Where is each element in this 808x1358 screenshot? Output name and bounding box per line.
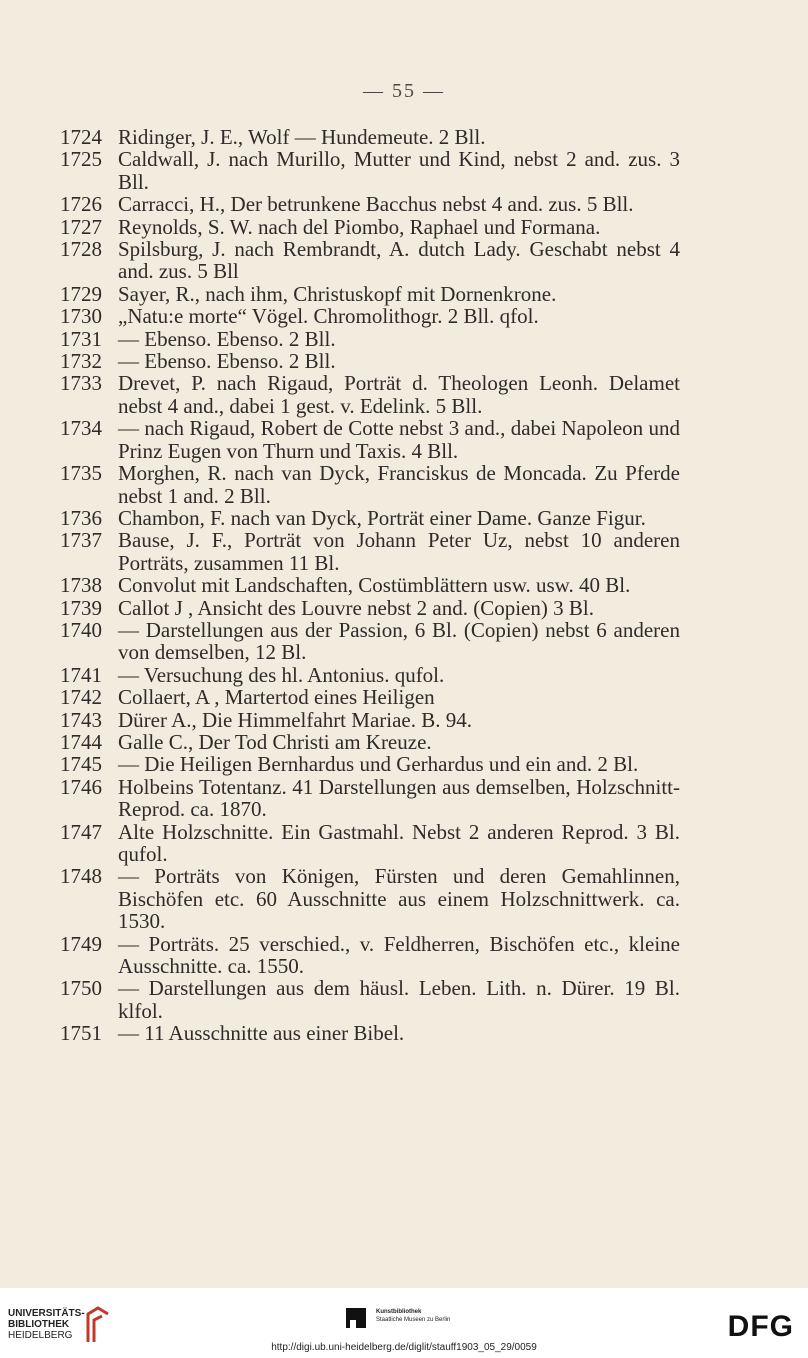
page-number: — 55 — [363,80,445,102]
entry-number: 1743 [60,707,102,732]
entry-text: — nach Rigaud, Robert de Cotte nebst 3 and., dabei Napoleon und Prinz Eugen von Thurn und Taxis. 4 Bll. [118,416,680,463]
entry-text: — Die Heiligen Bernhardus und Gerhardus und ein and. 2 Bl. [118,752,639,777]
entry-number: 1733 [60,371,102,396]
catalog-entry [60,977,680,1022]
catalog-entry [60,597,680,619]
entry-number: 1747 [60,819,102,844]
entry-text: Carracci, H., Der betrunkene Bacchus nebst 4 and. zus. 5 Bll. [118,192,634,217]
catalog-entries [60,126,680,1045]
entry-text: Reynolds, S. W. nach del Piombo, Raphael und Formana. [118,214,601,239]
catalog-entry [60,305,680,327]
catalog-entry [60,238,680,283]
entry-number: 1732 [60,349,102,374]
entry-text: Dürer A., Die Himmelfahrt Mariae. B. 94. [118,707,472,732]
catalog-entry [60,619,680,664]
entry-text: Spilsburg, J. nach Rembrandt, A. dutch Lady. Geschabt nebst 4 and. zus. 5 Bll [118,237,680,284]
catalog-entry [60,753,680,775]
entry-number: 1726 [60,192,102,217]
ub-heidelberg-logo-icon[interactable] [82,1304,112,1344]
entry-text: Sayer, R., nach ihm, Christuskopf mit Dornenkrone. [118,281,557,306]
dfg-logo[interactable]: DFG [727,1310,794,1343]
catalog-entry [60,350,680,372]
entry-number: 1736 [60,505,102,530]
catalog-entry [60,126,680,148]
catalog-entry [60,664,680,686]
catalog-entry [60,372,680,417]
entry-text: Drevet, P. nach Rigaud, Porträt d. Theologen Leonh. Delamet nebst 4 and., dabei 1 gest. v. Edelink. 5 Bll. [118,371,680,418]
catalog-entry [60,193,680,215]
entry-text: — Versuchung des hl. Antonius. qufol. [118,662,445,687]
entry-text: Ridinger, J. E., Wolf — Hundemeute. 2 Bll. [118,125,486,149]
catalog-entry [60,865,680,932]
catalog-entry [60,776,680,821]
entry-number: 1727 [60,214,102,239]
entry-number: 1745 [60,752,102,777]
catalog-entry [60,1022,680,1044]
entry-text: — 11 Ausschnitte aus einer Bibel. [118,1021,405,1046]
entry-text: Callot J , Ansicht des Louvre nebst 2 and. (Copien) 3 Bl. [118,595,594,620]
kb-line-1: Kunstbibliothek [376,1309,422,1315]
entry-number: 1746 [60,774,102,799]
entry-number: 1735 [60,461,102,486]
catalog-entry [60,417,680,462]
catalog-entry [60,529,680,574]
entry-text: — Porträts von Königen, Fürsten und deren Gemahlinnen, Bischöfen etc. 60 Ausschnitte aus einem Holzschnittwerk. ca. 1530. [118,864,680,934]
entry-text: „Natu:e morte“ Vögel. Chromolithogr. 2 Bll. qfol. [118,304,539,329]
ub-line-1: UNIVERSITÄTS- [8,1308,85,1319]
ub-line-2: BIBLIOTHEK [8,1319,70,1330]
entry-number: 1750 [60,976,102,1001]
catalog-entry [60,507,680,529]
catalog-entry [60,731,680,753]
catalog-entry [60,216,680,238]
entry-number: 1740 [60,617,102,642]
entry-text: Caldwall, J. nach Murillo, Mutter und Kind, nebst 2 and. zus. 3 Bll. [118,147,680,194]
catalog-entry [60,283,680,305]
catalog-entry [60,821,680,866]
entry-number: 1730 [60,304,102,329]
kunstbibliothek-logo-icon[interactable] [344,1306,368,1330]
entry-text: — Ebenso. Ebenso. 2 Bll. [118,326,336,351]
entry-text: Morghen, R. nach van Dyck, Franciskus de Moncada. Zu Pferde nebst 1 and. 2 Bll. [118,461,680,508]
entry-number: 1725 [60,147,102,172]
ub-heidelberg-label[interactable] [8,1308,85,1341]
entry-text: Chambon, F. nach van Dyck, Porträt einer Dame. Ganze Figur. [118,505,646,530]
entry-text: — Porträts. 25 verschied., v. Feldherren, Bischöfen etc., kleine Ausschnitte. ca. 1550. [118,931,680,979]
entry-text: — Ebenso. Ebenso. 2 Bll. [118,349,336,374]
entry-text: Bause, J. F., Porträt von Johann Peter Uz, nebst 10 anderen Porträts, zusammen 11 Bl. [118,528,680,575]
entry-number: 1742 [60,685,102,710]
entry-text: Holbeins Totentanz. 41 Darstellungen aus demselben, Holzschnitt-Reprod. ca. 1870. [118,774,680,822]
entry-number: 1751 [60,1021,102,1046]
footer [0,1288,808,1358]
kb-line-2: Staatliche Museen zu Berlin [376,1317,451,1323]
entry-number: 1741 [60,662,102,687]
entry-text: — Darstellungen aus dem häusl. Leben. Lith. n. Dürer. 19 Bl. klfol. [118,976,680,1023]
catalog-entry [60,328,680,350]
entry-number: 1734 [60,416,102,441]
entry-number: 1744 [60,729,102,754]
catalog-entry [60,148,680,193]
entry-text: Convolut mit Landschaften, Costümblättern usw. usw. 40 Bl. [118,573,631,598]
entry-number: 1739 [60,595,102,620]
entry-number: 1724 [60,125,102,149]
entry-text: Collaert, A , Martertod eines Heiligen [118,685,435,710]
catalog-entry [60,686,680,708]
entry-number: 1728 [60,237,102,262]
entry-number: 1749 [60,931,102,956]
entry-number: 1731 [60,326,102,351]
catalog-entry [60,933,680,978]
entry-number: 1737 [60,528,102,553]
entry-number: 1729 [60,281,102,306]
catalog-entry [60,709,680,731]
source-url-link[interactable]: http://digi.ub.uni-heidelberg.de/diglit/stauff1903_05_29/0059 [271,1342,537,1353]
catalog-entry [60,574,680,596]
ub-line-3: HEIDELBERG [8,1330,73,1341]
catalog-entry [60,462,680,507]
entry-text: Alte Holzschnitte. Ein Gastmahl. Nebst 2 anderen Reprod. 3 Bl. qufol. [118,819,680,866]
entry-number: 1738 [60,573,102,598]
kunstbibliothek-label[interactable] [376,1308,450,1324]
entry-text: Galle C., Der Tod Christi am Kreuze. [118,729,432,754]
entry-text: — Darstellungen aus der Passion, 6 Bl. (Copien) nebst 6 anderen von demselben, 12 Bl. [118,617,680,665]
entry-number: 1748 [60,864,102,889]
